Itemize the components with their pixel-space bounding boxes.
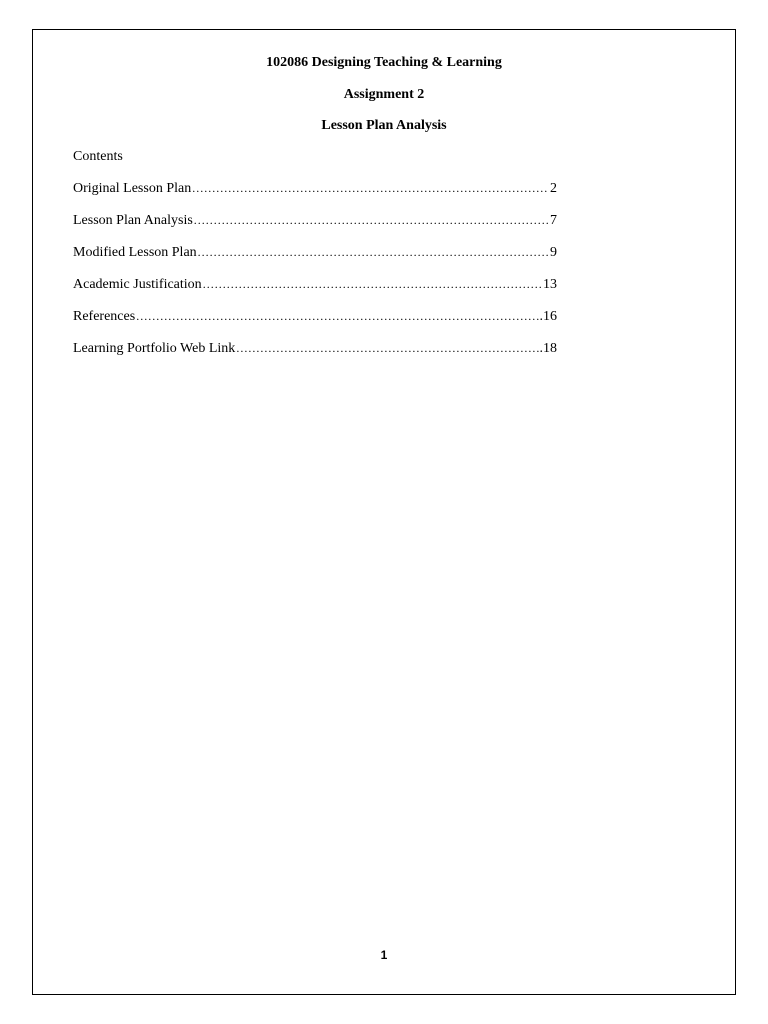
toc-entry-label: Modified Lesson Plan xyxy=(73,245,197,260)
toc-entry-lesson-plan-analysis[interactable] xyxy=(73,212,557,244)
toc-entry-page: .18 xyxy=(539,341,557,356)
toc-entry-references[interactable] xyxy=(73,308,557,340)
toc-entry-page: 9 xyxy=(550,245,557,260)
toc-dot-leader xyxy=(136,308,538,324)
toc-dot-leader xyxy=(192,180,549,196)
toc-entry-label: Original Lesson Plan xyxy=(73,181,192,196)
toc-dot-leader xyxy=(236,340,538,356)
toc-dot-leader xyxy=(198,244,549,260)
contents-heading: Contents xyxy=(73,149,123,164)
toc-entry-academic-justification[interactable] xyxy=(73,276,557,308)
page-number: 1 xyxy=(380,948,388,962)
toc-entry-original-lesson-plan[interactable] xyxy=(73,180,557,212)
toc-entry-modified-lesson-plan[interactable] xyxy=(73,244,557,276)
table-of-contents xyxy=(73,180,557,372)
toc-dot-leader xyxy=(203,276,542,292)
toc-entry-page: 2 xyxy=(550,181,557,196)
assignment-heading: Assignment 2 xyxy=(343,87,425,102)
toc-entry-label: Academic Justification xyxy=(73,277,202,292)
toc-entry-page: .16 xyxy=(539,309,557,324)
page-border xyxy=(32,29,736,995)
toc-entry-label: Learning Portfolio Web Link xyxy=(73,341,236,356)
toc-entry-label: Lesson Plan Analysis xyxy=(73,213,193,228)
toc-entry-learning-portfolio-web-link[interactable] xyxy=(73,340,557,372)
document-title: 102086 Designing Teaching & Learning xyxy=(266,55,502,70)
document-subtitle: Lesson Plan Analysis xyxy=(321,118,447,133)
toc-entry-page: 13 xyxy=(543,277,557,292)
toc-dot-leader xyxy=(194,212,549,228)
toc-entry-page: 7 xyxy=(550,213,557,228)
toc-entry-label: References xyxy=(73,309,136,324)
